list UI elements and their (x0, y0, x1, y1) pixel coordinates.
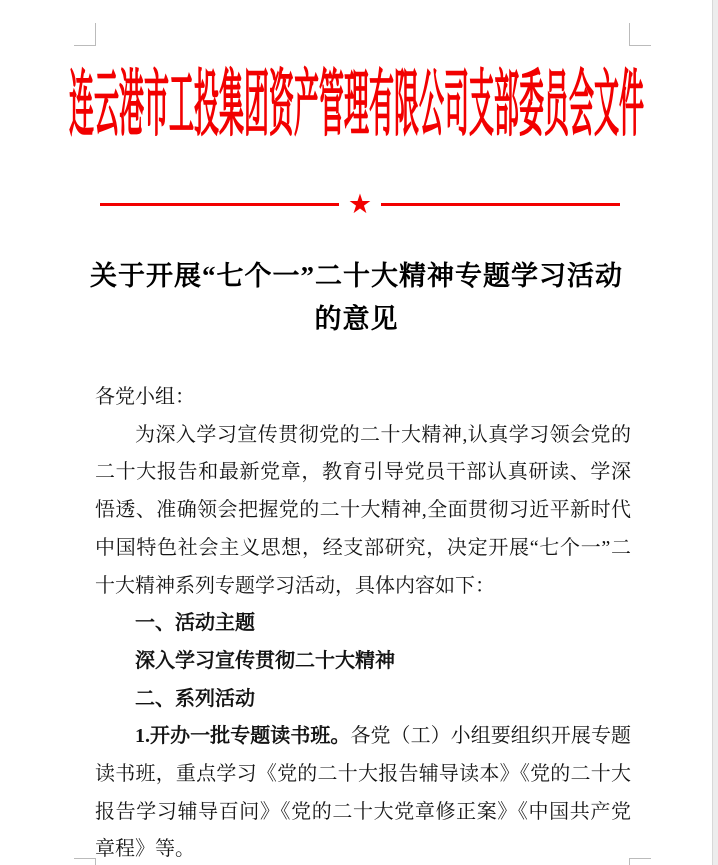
document-title (0, 255, 713, 341)
list-item-1-lead: 1.开办一批专题读书班。 (135, 725, 351, 748)
letterhead (0, 68, 713, 147)
document-body (95, 379, 631, 865)
margin-crop-mark-bottom-right (629, 858, 651, 865)
section-heading-1: 一、活动主题 (135, 612, 255, 635)
margin-crop-mark-top-left (74, 23, 96, 46)
document-title-line2: 的意见 (314, 304, 399, 334)
list-item-1 (95, 718, 631, 865)
section-heading-2: 二、系列活动 (135, 687, 255, 710)
margin-crop-mark-bottom-left (74, 858, 96, 865)
intro-paragraph: 为深入学习宣传贯彻党的二十大精神,认真学习领会党的二十大报告和最新党章，教育引导党员干部认真研读、学深悟透、准确领会把握党的二十大精神,全面贯彻习近平新时代中国特色社会主义思想，经支部研究，决定开展“七个一”二十大精神系列专题学习活动，具体内容如下： (95, 423, 631, 597)
letterhead-title: 连云港市工投集团资产管理有限公司支部委员会文件 (68, 68, 644, 147)
scrollbar-track[interactable] (712, 0, 718, 865)
salutation: 各党小组： (95, 386, 195, 408)
letterhead-separator (100, 189, 620, 219)
separator-line-right (381, 203, 620, 206)
document-title-line1: 关于开展“七个一”二十大精神专题学习活动 (90, 261, 623, 291)
star-icon: ★ (347, 188, 373, 219)
margin-crop-mark-top-right (629, 23, 651, 46)
separator-line-left (100, 203, 339, 206)
activity-theme: 深入学习宣传贯彻二十大精神 (135, 649, 395, 672)
list-item-1-text: 各党（工）小组要组织开展专题读书班，重点学习《党的二十大报告辅导读本》《党的二十大报告学习辅导百问》《党的二十大党章修正案》《中国共产党章程》等。 (95, 725, 632, 861)
